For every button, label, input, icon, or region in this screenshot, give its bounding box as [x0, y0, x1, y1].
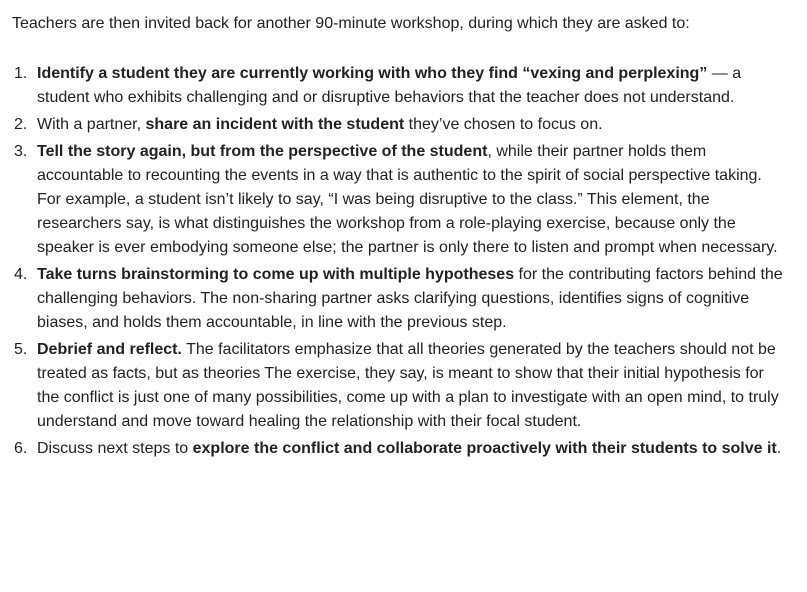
- step-text-bold: explore the conflict and collaborate proactively with their students to solve it: [192, 440, 777, 457]
- step-text-post: — a student who exhibits challenging and or disruptive behaviors that the teacher does not understand.: [37, 65, 742, 106]
- step-number: 4.: [14, 266, 28, 283]
- step-number: 5.: [14, 341, 28, 358]
- step-text-pre: With a partner,: [37, 116, 146, 133]
- step-text-post: .: [776, 440, 782, 457]
- step-text-post: The facilitators emphasize that all theories generated by the teachers should not be treated as facts, but as theories The exercise, they say, is meant to show that their initial hypothesis for the conflict is just one of many possibilities, come up with a plan to investigate with an open mind, to truly understand and move toward healing the relationship with their focal student.: [37, 341, 779, 430]
- step-text-pre: Discuss next steps to: [37, 440, 193, 457]
- list-item-step-2: [12, 113, 783, 137]
- step-text-bold: share an incident with the student: [145, 116, 405, 133]
- step-text-bold: Debrief and reflect.: [37, 341, 182, 358]
- step-text-bold: Tell the story again, but from the perspective of the student: [37, 143, 488, 160]
- step-text-bold: Identify a student they are currently working with who they find “vexing and perplexing”: [37, 65, 708, 82]
- step-number: 1.: [14, 65, 28, 82]
- step-text-post: for the contributing factors behind the challenging behaviors. The non-sharing partner asks clarifying questions, identifies signs of cognitive biases, and holds them accountable, in line with the previous step.: [37, 266, 783, 331]
- intro-paragraph: Teachers are then invited back for another 90-minute workshop, during which they are asked to:: [12, 15, 690, 32]
- list-item-step-1: [12, 62, 783, 110]
- step-number: 3.: [14, 143, 28, 160]
- step-number: 2.: [14, 116, 28, 133]
- step-text-post: , while their partner holds them accountable to recounting the events in a way that is authentic to the spirit of social perspective taking. For example, a student isn’t likely to say, “I was being disruptive to the class.” This element, the researchers say, is what distinguishes the workshop from a role-playing exercise, because only the speaker is ever embodying someone else; the partner is only there to listen and prompt when necessary.: [37, 143, 778, 256]
- list-item-step-6: [12, 437, 783, 461]
- list-item-step-5: [12, 338, 783, 434]
- list-item-step-3: [12, 140, 783, 260]
- list-item-step-4: [12, 263, 783, 335]
- workshop-steps-list: [12, 62, 783, 461]
- step-number: 6.: [14, 440, 28, 457]
- step-text-bold: Take turns brainstorming to come up with multiple hypotheses: [37, 266, 515, 283]
- step-text-post: they’ve chosen to focus on.: [404, 116, 603, 133]
